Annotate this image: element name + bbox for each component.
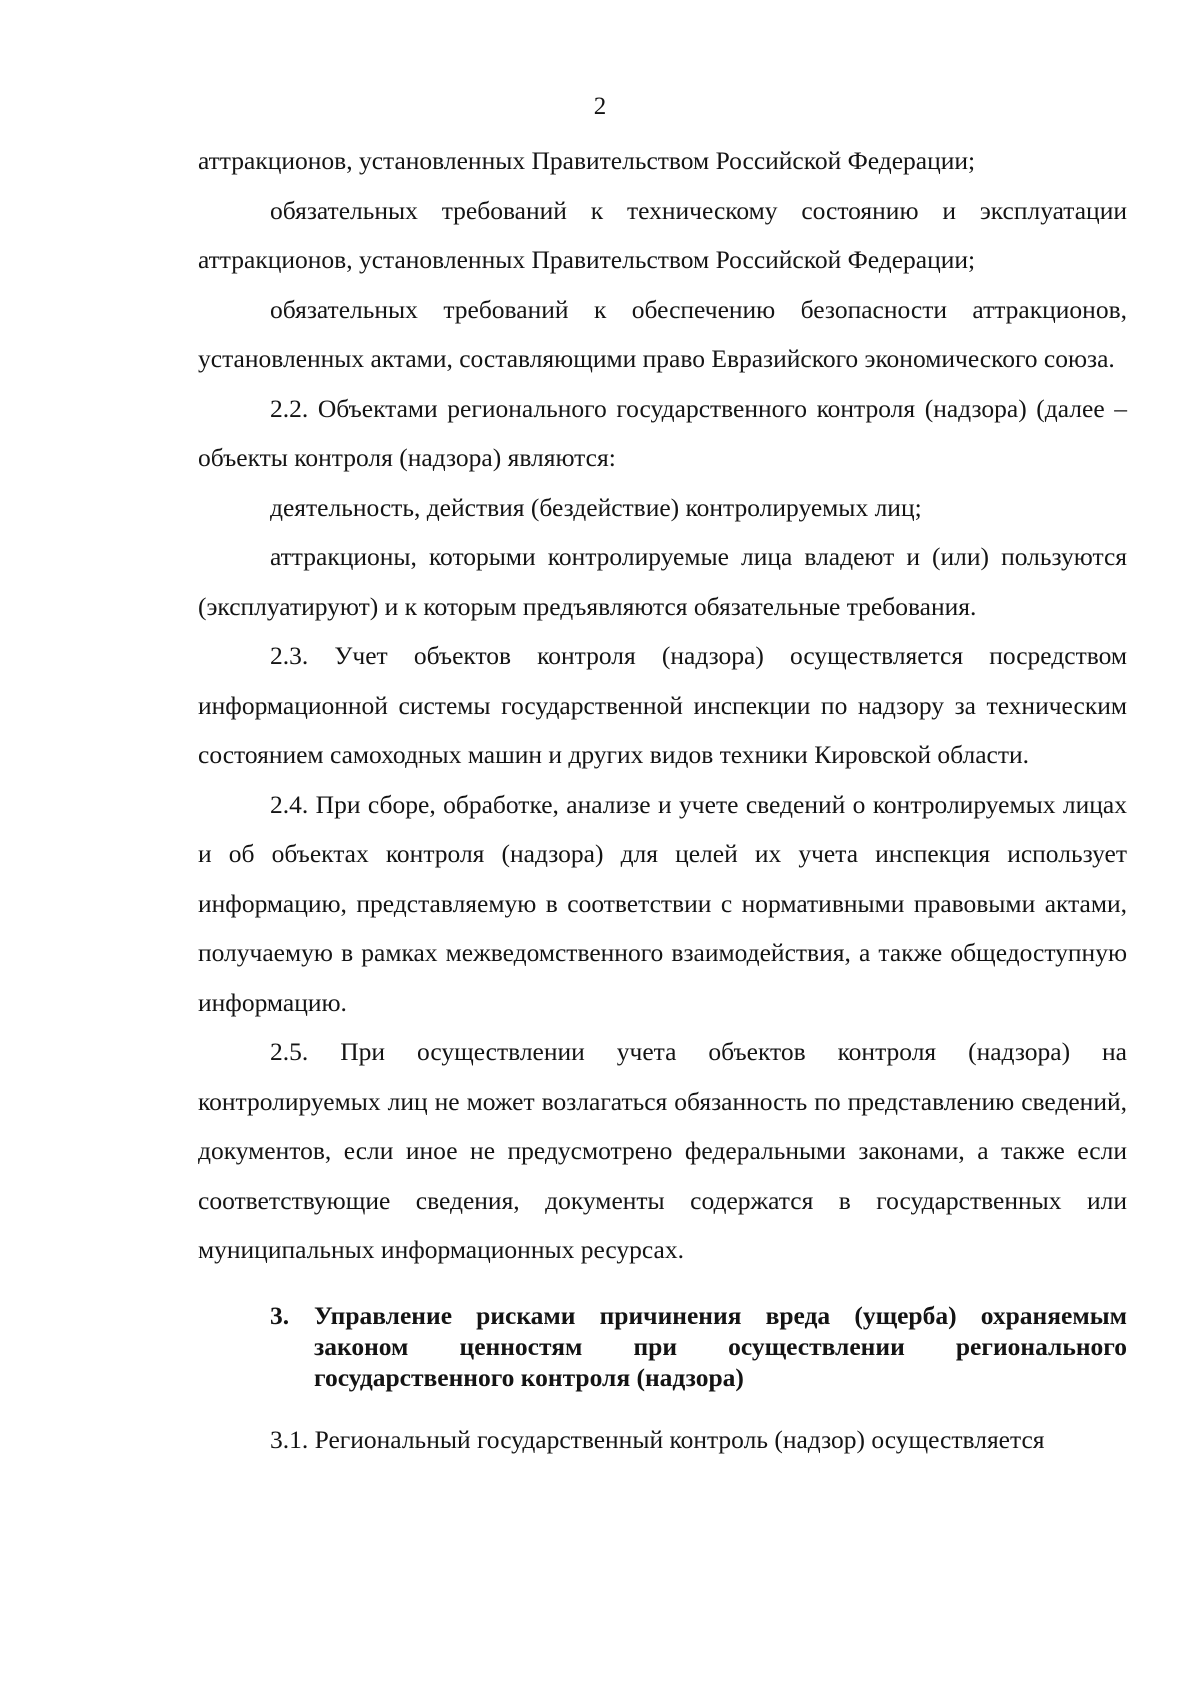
document-body	[198, 136, 1127, 1464]
section-number: 3.	[270, 1300, 290, 1330]
paragraph: аттракционов, установленных Правительством Российской Федерации;	[198, 146, 976, 175]
section-heading	[270, 1300, 1127, 1393]
page-number: 2	[593, 93, 607, 120]
paragraph: 2.3. Учет объектов контроля (надзора) осуществляется посредством информационной системы государственной инспекции по надзору за техническим состоянием самоходных машин и других видов техники Кировской области.	[198, 641, 1127, 769]
paragraph: 2.4. При сборе, обработке, анализе и учете сведений о контролируемых лицах и об объектах контроля (надзора) для целей их учета инспекция использует информацию, представляемую в соответствии с нормативными правовыми актами, получаемую в рамках межведомственного взаимодействия, а также общедоступную информацию.	[198, 789, 1127, 1017]
paragraph: аттракционы, которыми контролируемые лица владеют и (или) пользуются (эксплуатируют) и к которым предъявляются обязательные требования.	[198, 542, 1127, 621]
paragraph: 2.2. Объектами регионального государственного контроля (надзора) (далее – объекты контроля (надзора) являются:	[198, 393, 1127, 472]
paragraph: 3.1. Региональный государственный контроль (надзор) осуществляется	[270, 1424, 1045, 1454]
paragraph: 2.5. При осуществлении учета объектов контроля (надзора) на контролируемых лиц не может возлагаться обязанность по представлению сведений, документов, если иное не предусмотрено федеральными законами, а также если соответствующие сведения, документы содержатся в государственных или муниципальных информационных ресурсах.	[198, 1037, 1127, 1264]
paragraph: обязательных требований к обеспечению безопасности аттракционов, установленных актами, составляющими право Евразийского экономического союза.	[198, 294, 1127, 373]
section-title: Управление рисками причинения вреда (ущерба) охраняемым законом ценностям при осуществлении регионального государственного контроля (надзора)	[314, 1300, 1127, 1392]
paragraph: деятельность, действия (бездействие) контролируемых лиц;	[270, 492, 922, 522]
paragraph: обязательных требований к техническому состоянию и эксплуатации аттракционов, установленных Правительством Российской Федерации;	[198, 195, 1127, 274]
